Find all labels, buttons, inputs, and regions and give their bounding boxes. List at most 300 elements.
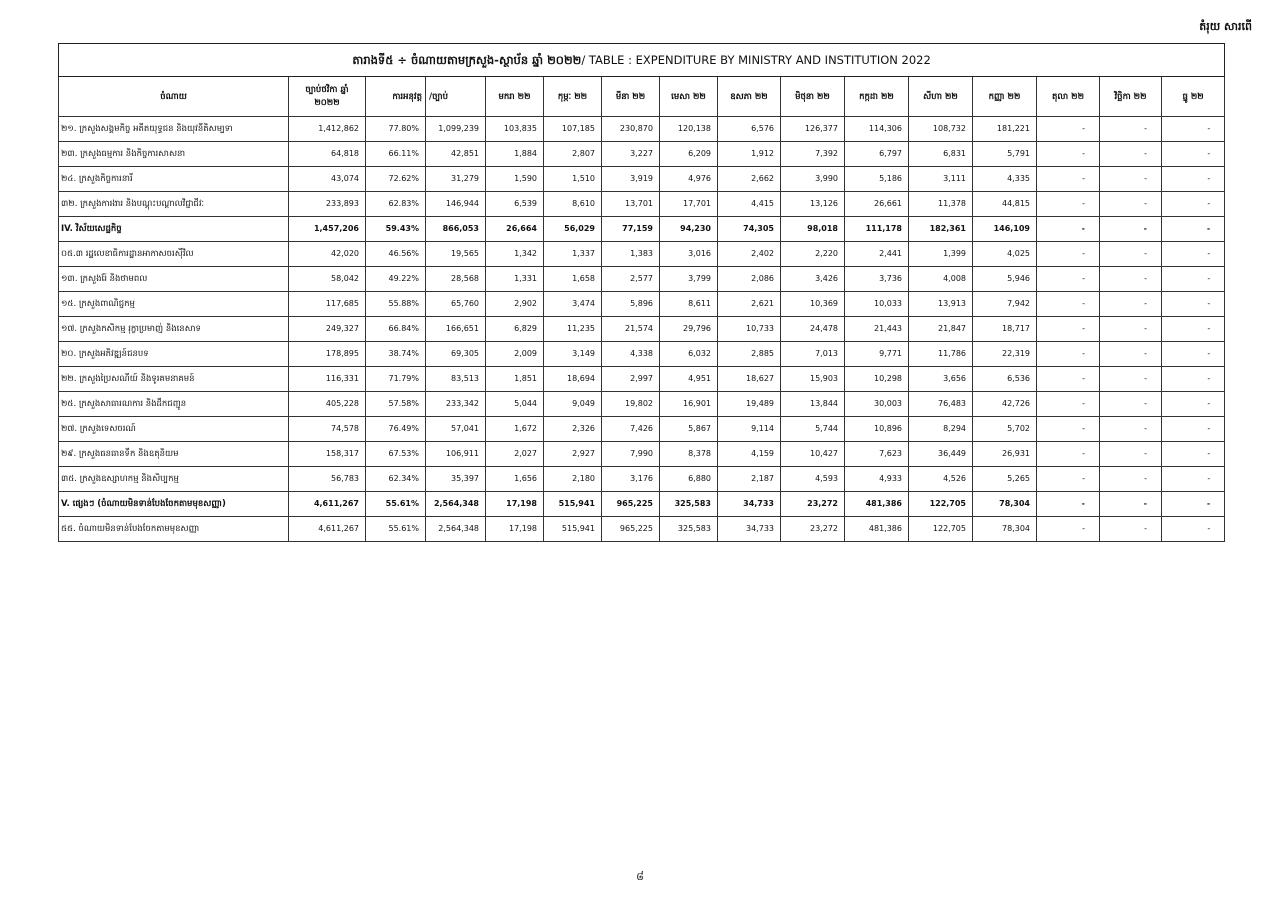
table-cell: 42,851 — [426, 142, 486, 167]
table-cell: 233,893 — [289, 192, 366, 217]
table-cell: 249,327 — [289, 317, 366, 342]
table-cell: 4,415 — [718, 192, 781, 217]
table-cell: 2,027 — [486, 442, 544, 467]
table-cell: - — [1162, 492, 1225, 517]
table-cell: 4,611,267 — [289, 492, 366, 517]
table-cell: - — [1162, 292, 1225, 317]
table-row — [59, 392, 1225, 417]
table-cell: 44,815 — [973, 192, 1037, 217]
table-cell: - — [1162, 117, 1225, 142]
table-cell: 2,885 — [718, 342, 781, 367]
table-cell: - — [1100, 217, 1162, 242]
table-cell: - — [1100, 417, 1162, 442]
table-cell: 405,228 — [289, 392, 366, 417]
row-label: ២៣. ក្រសួងធម្មការ និងកិច្ចការសាសនា — [59, 142, 289, 167]
header-dec: ធ្នូ ២២ — [1162, 77, 1225, 117]
table-cell: 1,884 — [486, 142, 544, 167]
table-cell: 24,478 — [781, 317, 845, 342]
table-cell: 6,829 — [486, 317, 544, 342]
table-cell: 19,802 — [602, 392, 660, 417]
header-apr: មេសា ២២ — [660, 77, 718, 117]
table-cell: 15,903 — [781, 367, 845, 392]
table-cell: - — [1037, 242, 1100, 267]
table-cell: - — [1162, 517, 1225, 542]
table-row — [59, 242, 1225, 267]
table-row — [59, 292, 1225, 317]
table-cell: 4,611,267 — [289, 517, 366, 542]
table-cell: 1,412,862 — [289, 117, 366, 142]
table-cell: 57,041 — [426, 417, 486, 442]
table-cell: 106,911 — [426, 442, 486, 467]
table-cell: 325,583 — [660, 517, 718, 542]
expenditure-table — [58, 43, 1225, 542]
table-cell: - — [1100, 267, 1162, 292]
table-cell: 166,651 — [426, 317, 486, 342]
table-cell: 76.49% — [366, 417, 426, 442]
table-cell: 65,760 — [426, 292, 486, 317]
table-cell: 31,279 — [426, 167, 486, 192]
table-cell: 4,526 — [909, 467, 973, 492]
table-cell: 1,099,239 — [426, 117, 486, 142]
row-label: ២៤. ក្រសួងកិច្ចការនារី — [59, 167, 289, 192]
table-cell: - — [1037, 392, 1100, 417]
table-cell: 2,402 — [718, 242, 781, 267]
table-cell: 59.43% — [366, 217, 426, 242]
table-cell: 4,951 — [660, 367, 718, 392]
table-cell: - — [1037, 217, 1100, 242]
header-mar: មីនា ២២ — [602, 77, 660, 117]
table-cell: 23,272 — [781, 492, 845, 517]
table-cell: 11,378 — [909, 192, 973, 217]
table-title-english: / TABLE : EXPENDITURE BY MINISTRY AND INSTITUTION 2022 — [581, 53, 931, 67]
table-row — [59, 367, 1225, 392]
table-cell: 1,656 — [486, 467, 544, 492]
table-cell: 5,791 — [973, 142, 1037, 167]
table-cell: 108,732 — [909, 117, 973, 142]
table-cell: - — [1100, 292, 1162, 317]
header-jan: មករា ២២ — [486, 77, 544, 117]
table-cell: 146,944 — [426, 192, 486, 217]
table-cell: 74,578 — [289, 417, 366, 442]
row-label: ២៩. ក្រសួងធនធានទឹក និងឧតុនិយម — [59, 442, 289, 467]
table-cell: 77.80% — [366, 117, 426, 142]
table-cell: - — [1100, 392, 1162, 417]
table-cell: - — [1037, 192, 1100, 217]
table-cell: 3,656 — [909, 367, 973, 392]
table-cell: 146,109 — [973, 217, 1037, 242]
table-cell: 5,702 — [973, 417, 1037, 442]
table-cell: 5,044 — [486, 392, 544, 417]
table-cell: 71.79% — [366, 367, 426, 392]
table-cell: - — [1100, 317, 1162, 342]
table-cell: 5,946 — [973, 267, 1037, 292]
table-cell: 233,342 — [426, 392, 486, 417]
table-cell: 2,187 — [718, 467, 781, 492]
table-cell: 3,799 — [660, 267, 718, 292]
row-label: ០៥.៣ រដ្ឋលេខាធិការដ្ឋានអាកាសចរស៊ីវិល — [59, 242, 289, 267]
table-cell: 7,013 — [781, 342, 845, 367]
table-cell: 10,369 — [781, 292, 845, 317]
table-cell: 23,272 — [781, 517, 845, 542]
table-cell: - — [1162, 342, 1225, 367]
table-row — [59, 467, 1225, 492]
table-cell: 7,392 — [781, 142, 845, 167]
table-cell: 26,661 — [845, 192, 909, 217]
table-cell: 22,319 — [973, 342, 1037, 367]
table-cell: 5,744 — [781, 417, 845, 442]
table-cell: 2,577 — [602, 267, 660, 292]
table-cell: 4,008 — [909, 267, 973, 292]
table-cell: 56,783 — [289, 467, 366, 492]
table-cell: 74,305 — [718, 217, 781, 242]
row-label: IV. វិស័យសេដ្ឋកិច្ច — [59, 217, 289, 242]
table-cell: 230,870 — [602, 117, 660, 142]
table-cell: 4,933 — [845, 467, 909, 492]
table-cell: 9,114 — [718, 417, 781, 442]
table-row — [59, 517, 1225, 542]
table-cell: 55.61% — [366, 517, 426, 542]
table-cell: 9,049 — [544, 392, 602, 417]
row-label: ១៧. ក្រសួងកសិកម្ម រុក្ខាប្រមាញ់ និងនេសាទ — [59, 317, 289, 342]
table-cell: 35,397 — [426, 467, 486, 492]
table-cell: 19,489 — [718, 392, 781, 417]
table-cell: 55.88% — [366, 292, 426, 317]
table-cell: 2,086 — [718, 267, 781, 292]
table-cell: 17,701 — [660, 192, 718, 217]
table-row — [59, 192, 1225, 217]
header-per-law: /ច្បាប់ — [426, 77, 486, 117]
table-cell: 103,835 — [486, 117, 544, 142]
table-cell: 3,990 — [781, 167, 845, 192]
row-label: ១៥. ក្រសួងពាណិជ្ជកម្ម — [59, 292, 289, 317]
header-budget-law: ច្បាប់ថវិកា ឆ្នាំ ២០២២ — [289, 77, 366, 117]
table-cell: 2,997 — [602, 367, 660, 392]
table-cell: 122,705 — [909, 517, 973, 542]
table-cell: 72.62% — [366, 167, 426, 192]
table-cell: 13,913 — [909, 292, 973, 317]
table-cell: 28,568 — [426, 267, 486, 292]
table-title-khmer: តារាងទី៥ ÷ ចំណាយតាមក្រសួង-ស្ថាប័ន ឆ្នាំ ២០២២ — [352, 53, 582, 67]
table-cell: - — [1162, 217, 1225, 242]
table-cell: 2,927 — [544, 442, 602, 467]
table-cell: 6,539 — [486, 192, 544, 217]
table-cell: - — [1100, 192, 1162, 217]
table-cell: 114,306 — [845, 117, 909, 142]
header-sep: កញ្ញា ២២ — [973, 77, 1037, 117]
header-nov: វិច្ឆិកា ២២ — [1100, 77, 1162, 117]
expenditure-table-container — [58, 43, 1224, 542]
table-cell: - — [1037, 167, 1100, 192]
table-cell: 57.58% — [366, 392, 426, 417]
table-cell: 55.61% — [366, 492, 426, 517]
table-cell: 1,851 — [486, 367, 544, 392]
table-cell: 6,797 — [845, 142, 909, 167]
table-cell: - — [1162, 167, 1225, 192]
table-cell: - — [1162, 367, 1225, 392]
table-cell: 7,623 — [845, 442, 909, 467]
table-cell: 21,847 — [909, 317, 973, 342]
table-cell: 17,198 — [486, 517, 544, 542]
table-cell: 158,317 — [289, 442, 366, 467]
table-cell: 1,672 — [486, 417, 544, 442]
table-cell: 66.84% — [366, 317, 426, 342]
row-label: ៥៥. ចំណាយមិនទាន់បែងចែកតាមមុខសញ្ញា — [59, 517, 289, 542]
table-cell: 26,664 — [486, 217, 544, 242]
table-cell: - — [1100, 517, 1162, 542]
table-cell: 965,225 — [602, 517, 660, 542]
table-cell: 6,576 — [718, 117, 781, 142]
table-cell: - — [1162, 192, 1225, 217]
table-cell: - — [1037, 267, 1100, 292]
table-cell: 1,337 — [544, 242, 602, 267]
table-cell: 1,457,206 — [289, 217, 366, 242]
table-cell: 7,426 — [602, 417, 660, 442]
table-row — [59, 267, 1225, 292]
table-cell: 49.22% — [366, 267, 426, 292]
table-cell: 4,338 — [602, 342, 660, 367]
table-cell: 182,361 — [909, 217, 973, 242]
table-cell: 3,111 — [909, 167, 973, 192]
header-expenditure: ចំណាយ — [59, 77, 289, 117]
table-row — [59, 217, 1225, 242]
table-cell: 3,016 — [660, 242, 718, 267]
table-cell: 2,621 — [718, 292, 781, 317]
table-cell: 2,441 — [845, 242, 909, 267]
table-cell: - — [1037, 367, 1100, 392]
table-cell: 30,003 — [845, 392, 909, 417]
table-cell: 4,976 — [660, 167, 718, 192]
table-header-row — [59, 77, 1225, 117]
table-cell: 98,018 — [781, 217, 845, 242]
table-cell: - — [1100, 242, 1162, 267]
table-cell: 64,818 — [289, 142, 366, 167]
table-cell: - — [1162, 267, 1225, 292]
table-cell: 2,662 — [718, 167, 781, 192]
row-label: ២១. ក្រសួងសង្គមកិច្ច អតីតយុទ្ធជន និងយុវនីតិសម្បទា — [59, 117, 289, 142]
header-aug: សីហា ២២ — [909, 77, 973, 117]
table-cell: 83,513 — [426, 367, 486, 392]
table-cell: - — [1037, 142, 1100, 167]
table-row — [59, 167, 1225, 192]
table-cell: 18,694 — [544, 367, 602, 392]
table-cell: - — [1037, 467, 1100, 492]
row-label: ១៣. ក្រសួងរ៉ែ និងថាមពល — [59, 267, 289, 292]
table-cell: 3,149 — [544, 342, 602, 367]
table-row — [59, 492, 1225, 517]
table-title — [59, 44, 1225, 77]
table-cell: 17,198 — [486, 492, 544, 517]
table-cell: 4,159 — [718, 442, 781, 467]
table-cell: 46.56% — [366, 242, 426, 267]
table-cell: 3,426 — [781, 267, 845, 292]
table-cell: 8,611 — [660, 292, 718, 317]
table-cell: 2,564,348 — [426, 517, 486, 542]
table-cell: 1,342 — [486, 242, 544, 267]
table-cell: 178,895 — [289, 342, 366, 367]
table-cell: 120,138 — [660, 117, 718, 142]
table-cell: 2,180 — [544, 467, 602, 492]
table-cell: 62.83% — [366, 192, 426, 217]
table-cell: 515,941 — [544, 517, 602, 542]
table-cell: 2,564,348 — [426, 492, 486, 517]
table-cell: - — [1037, 492, 1100, 517]
table-cell: 94,230 — [660, 217, 718, 242]
row-label: ៣២. ក្រសួងការងារ និងបណ្តុះបណ្តាលវិជ្ជាជីវៈ — [59, 192, 289, 217]
table-cell: 111,178 — [845, 217, 909, 242]
table-cell: 2,220 — [781, 242, 845, 267]
table-cell: 6,209 — [660, 142, 718, 167]
table-cell: 76,483 — [909, 392, 973, 417]
table-cell: - — [1100, 492, 1162, 517]
table-cell: - — [1037, 517, 1100, 542]
table-cell: 2,902 — [486, 292, 544, 317]
table-cell: 58,042 — [289, 267, 366, 292]
table-cell: 7,942 — [973, 292, 1037, 317]
table-cell: 6,536 — [973, 367, 1037, 392]
table-cell: 16,901 — [660, 392, 718, 417]
page-number: ៨ — [636, 870, 644, 883]
table-cell: - — [1100, 167, 1162, 192]
table-cell: 1,590 — [486, 167, 544, 192]
table-cell: - — [1037, 317, 1100, 342]
table-cell: - — [1037, 117, 1100, 142]
table-cell: 965,225 — [602, 492, 660, 517]
table-cell: 10,033 — [845, 292, 909, 317]
table-cell: 4,593 — [781, 467, 845, 492]
table-cell: 18,627 — [718, 367, 781, 392]
table-cell: - — [1037, 292, 1100, 317]
table-cell: - — [1037, 442, 1100, 467]
table-cell: 5,867 — [660, 417, 718, 442]
table-cell: 10,427 — [781, 442, 845, 467]
header-oct: តុលា ២២ — [1037, 77, 1100, 117]
table-cell: 26,931 — [973, 442, 1037, 467]
table-cell: - — [1100, 117, 1162, 142]
table-cell: 107,185 — [544, 117, 602, 142]
table-cell: 1,331 — [486, 267, 544, 292]
table-cell: 9,771 — [845, 342, 909, 367]
table-cell: 18,717 — [973, 317, 1037, 342]
row-label: ២៥. ក្រសួងសាធារណការ និងដឹកជញ្ជូន — [59, 392, 289, 417]
table-cell: - — [1162, 142, 1225, 167]
table-cell: 1,658 — [544, 267, 602, 292]
table-cell: - — [1162, 442, 1225, 467]
table-cell: 1,912 — [718, 142, 781, 167]
table-cell: 325,583 — [660, 492, 718, 517]
table-cell: - — [1162, 417, 1225, 442]
table-cell: 7,990 — [602, 442, 660, 467]
table-cell: 34,733 — [718, 492, 781, 517]
table-cell: 78,304 — [973, 492, 1037, 517]
table-cell: 2,009 — [486, 342, 544, 367]
table-cell: 8,610 — [544, 192, 602, 217]
row-label: V. ផ្សេងៗ (ចំណាយមិនទាន់បែងចែកតាមមុខសញ្ញា) — [59, 492, 289, 517]
table-cell: 8,294 — [909, 417, 973, 442]
table-cell: - — [1162, 317, 1225, 342]
table-cell: 8,378 — [660, 442, 718, 467]
table-cell: 21,574 — [602, 317, 660, 342]
table-cell: 3,736 — [845, 267, 909, 292]
header-execution: ការអនុវត្ត — [366, 77, 426, 117]
table-cell: - — [1162, 392, 1225, 417]
table-cell: 481,386 — [845, 492, 909, 517]
table-row — [59, 117, 1225, 142]
table-cell: 78,304 — [973, 517, 1037, 542]
header-jun: មិថុនា ២២ — [781, 77, 845, 117]
table-cell: - — [1100, 342, 1162, 367]
table-cell: 866,053 — [426, 217, 486, 242]
table-cell: 6,880 — [660, 467, 718, 492]
table-cell: 1,510 — [544, 167, 602, 192]
table-cell: 66.11% — [366, 142, 426, 167]
table-cell: 13,126 — [781, 192, 845, 217]
table-cell: 43,074 — [289, 167, 366, 192]
table-cell: 1,383 — [602, 242, 660, 267]
table-body — [59, 117, 1225, 542]
table-cell: 67.53% — [366, 442, 426, 467]
table-cell: 10,298 — [845, 367, 909, 392]
table-row — [59, 442, 1225, 467]
table-cell: 21,443 — [845, 317, 909, 342]
table-row — [59, 317, 1225, 342]
table-cell: 11,786 — [909, 342, 973, 367]
table-cell: - — [1100, 142, 1162, 167]
table-cell: 2,326 — [544, 417, 602, 442]
header-may: ឧសភា ២២ — [718, 77, 781, 117]
table-cell: 4,335 — [973, 167, 1037, 192]
row-label: ២០. ក្រសួងអភិវឌ្ឍន៍ជនបទ — [59, 342, 289, 367]
table-cell: 19,565 — [426, 242, 486, 267]
table-cell: 5,896 — [602, 292, 660, 317]
table-cell: - — [1100, 467, 1162, 492]
table-cell: 77,159 — [602, 217, 660, 242]
table-cell: 122,705 — [909, 492, 973, 517]
table-cell: 515,941 — [544, 492, 602, 517]
table-cell: 117,685 — [289, 292, 366, 317]
table-cell: 42,726 — [973, 392, 1037, 417]
table-cell: 5,265 — [973, 467, 1037, 492]
row-label: ៣៥. ក្រសួងឧស្សាហកម្ម និងសិប្បកម្ម — [59, 467, 289, 492]
table-cell: 181,221 — [973, 117, 1037, 142]
row-label: ២២. ក្រសួងប្រៃសណីយ៍ និងទូរគមនាគមន៍ — [59, 367, 289, 392]
table-cell: 29,796 — [660, 317, 718, 342]
table-cell: - — [1037, 417, 1100, 442]
table-cell: 2,807 — [544, 142, 602, 167]
table-cell: - — [1100, 442, 1162, 467]
table-cell: 1,399 — [909, 242, 973, 267]
table-cell: 11,235 — [544, 317, 602, 342]
table-row — [59, 417, 1225, 442]
table-cell: 3,919 — [602, 167, 660, 192]
table-cell: 13,701 — [602, 192, 660, 217]
table-cell: 126,377 — [781, 117, 845, 142]
table-cell: 3,474 — [544, 292, 602, 317]
row-label: ២៧. ក្រសួងទេសចរណ៍ — [59, 417, 289, 442]
table-cell: 6,032 — [660, 342, 718, 367]
table-cell: 38.74% — [366, 342, 426, 367]
header-jul: កក្កដា ២២ — [845, 77, 909, 117]
table-cell: 36,449 — [909, 442, 973, 467]
table-cell: 6,831 — [909, 142, 973, 167]
table-cell: 4,025 — [973, 242, 1037, 267]
table-cell: 10,733 — [718, 317, 781, 342]
table-cell: 42,020 — [289, 242, 366, 267]
table-cell: 5,186 — [845, 167, 909, 192]
table-cell: 56,029 — [544, 217, 602, 242]
table-cell: 34,733 — [718, 517, 781, 542]
table-cell: 62.34% — [366, 467, 426, 492]
corner-note: តំរុយ សារពើ — [1199, 20, 1252, 33]
